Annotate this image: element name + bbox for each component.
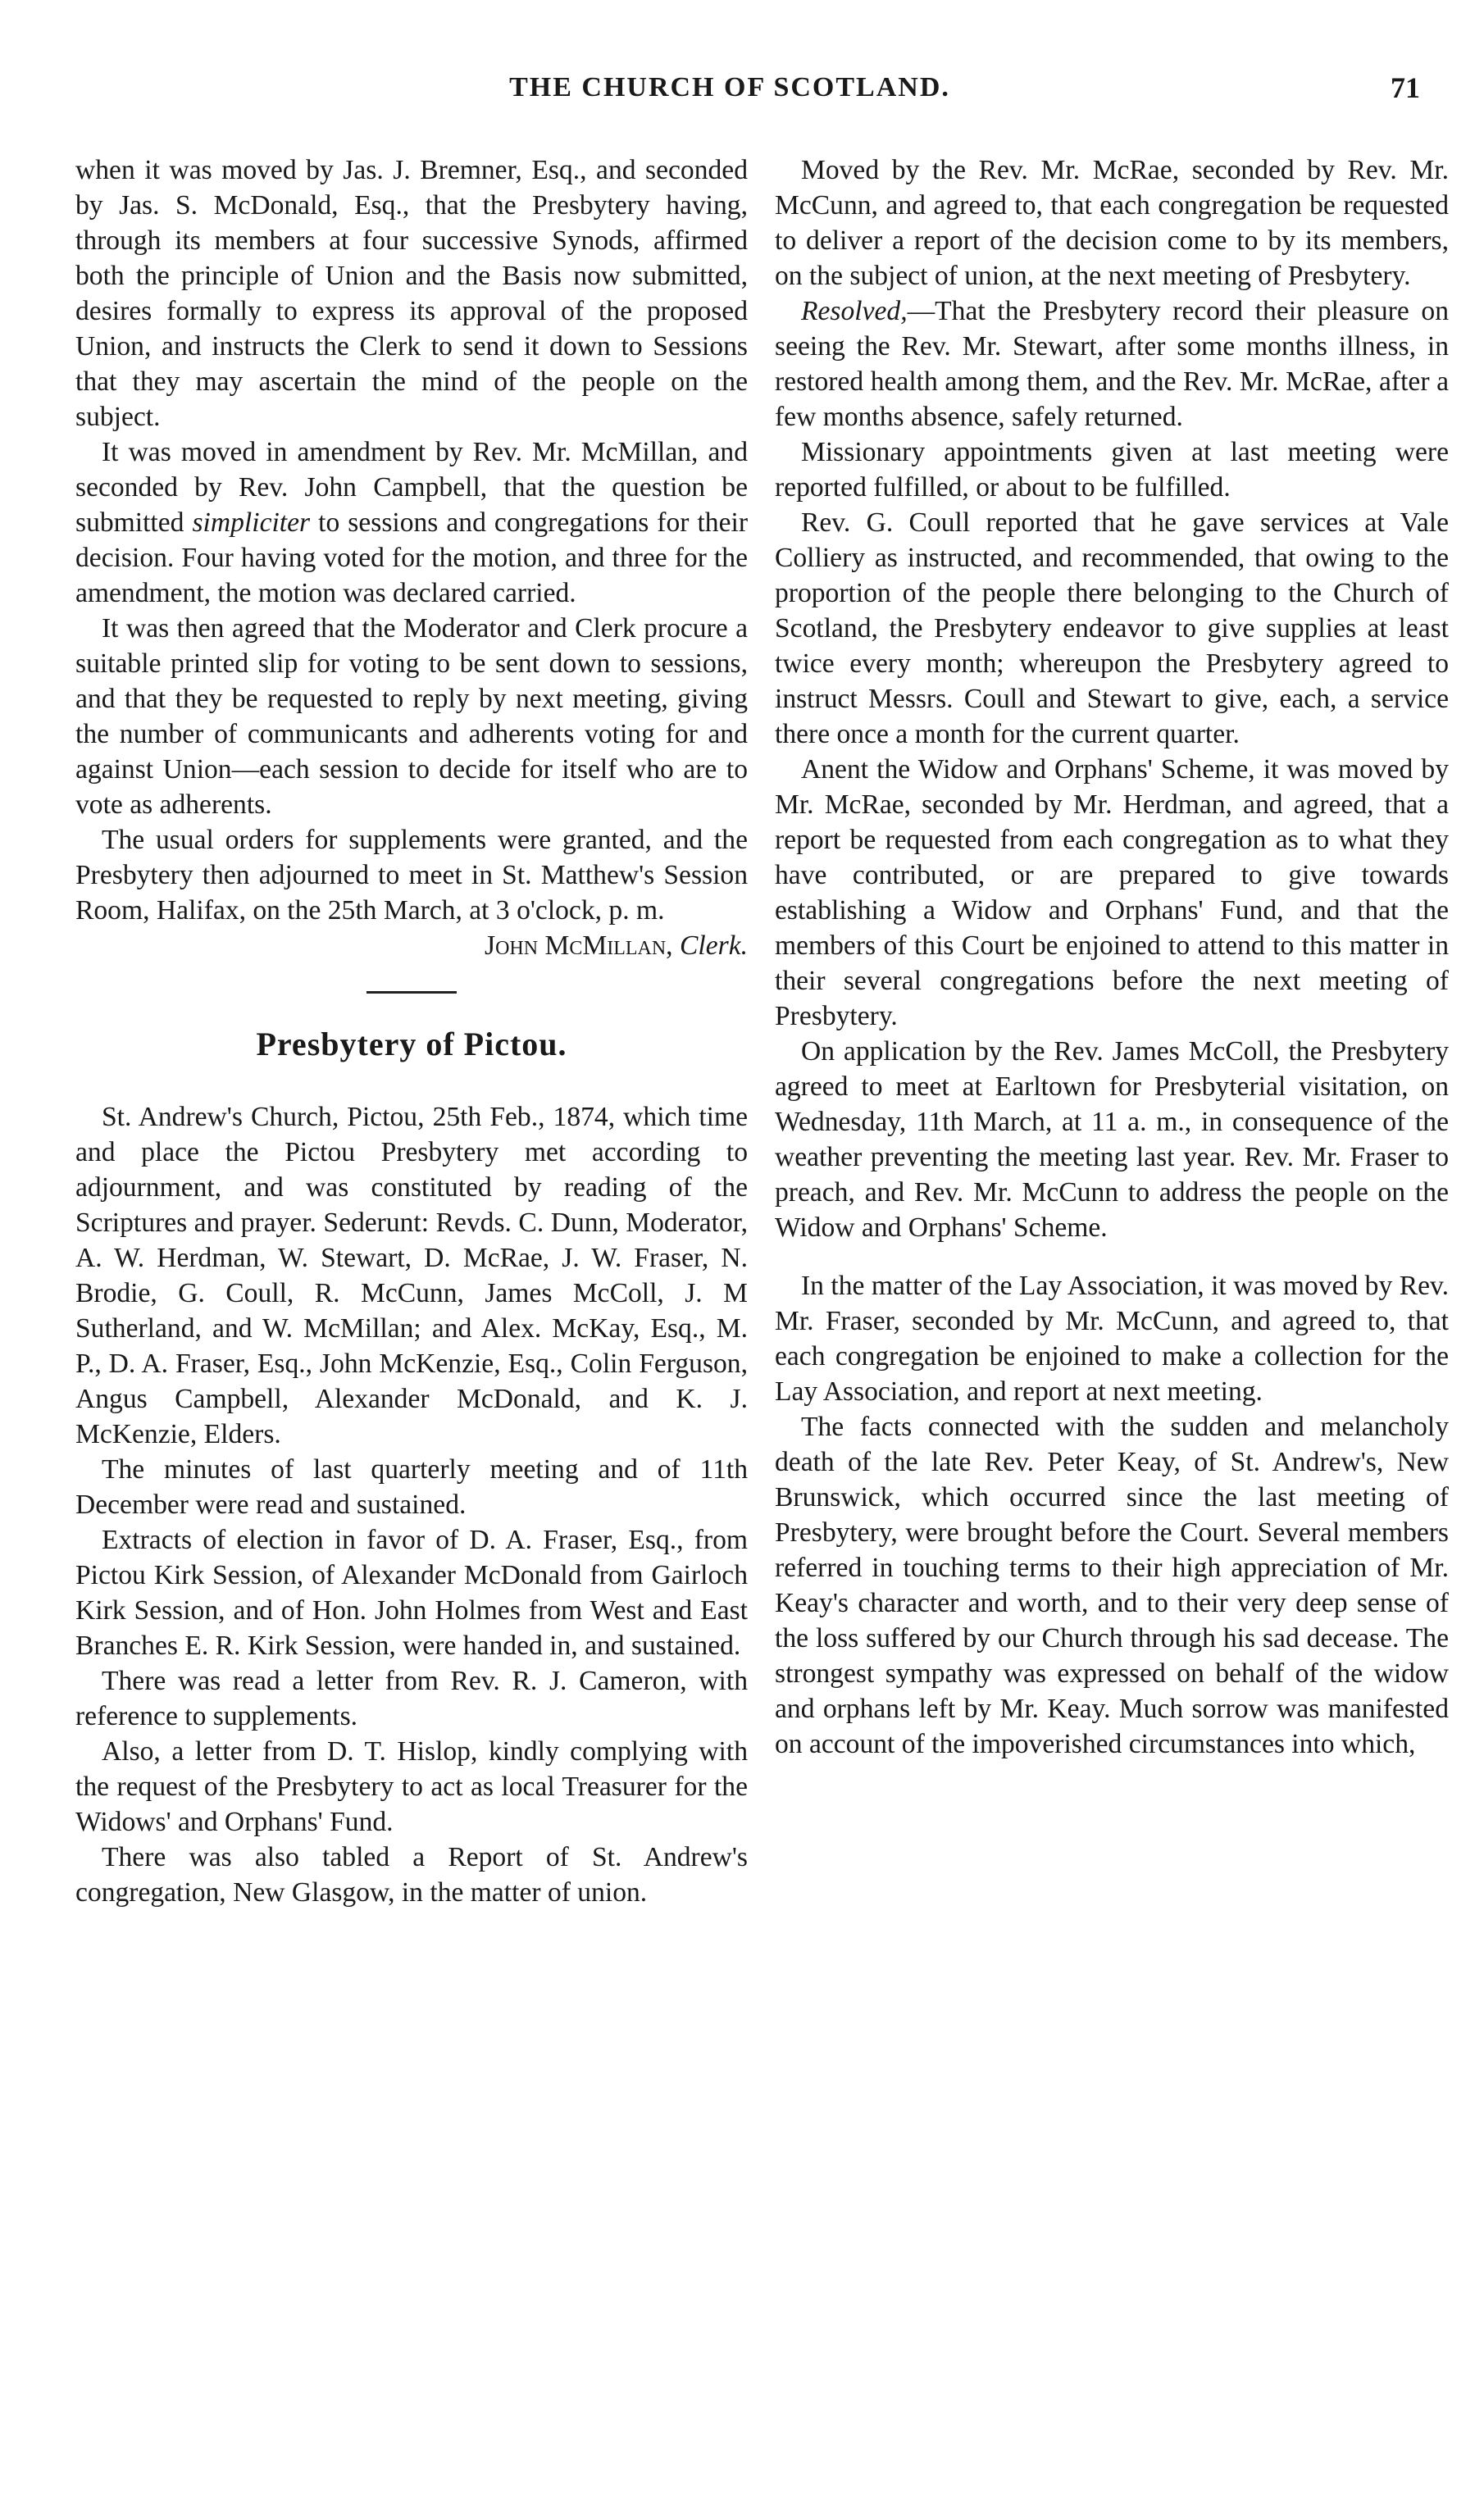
paragraph-text: It was moved in amendment by Rev. Mr. McMillan, and seconded by Rev. John Campbell, that the question be submitted	[75, 437, 748, 538]
left-column	[75, 152, 748, 1910]
running-title: THE CHURCH OF SCOTLAND.	[509, 72, 950, 102]
paragraph: On application by the Rev. James McColl, the Presbytery agreed to meet at Earltown for Presbyterial visitation, on Wednesday, 11th March, at 11 a. m., in consequence of the weather preventing the meeting last year. Rev. Mr. Fraser to preach, and Rev. Mr. McCunn to address the people on the Widow and Orphans' Scheme.	[775, 1036, 1449, 1243]
italic-term: simpliciter	[192, 507, 311, 538]
paragraph: when it was moved by Jas. J. Bremner, Esq., and seconded by Jas. S. McDonald, Esq., that the Presbytery having, through its members at four successive Synods, affirmed both the principle of Union and the Basis now submitted, desires formally to express its approval of the proposed Union, and instructs the Clerk to send it down to Sessions that they may ascertain the mind of the people on the subject.	[75, 155, 748, 432]
paragraph: Anent the Widow and Orphans' Scheme, it was moved by Mr. McRae, seconded by Mr. Herdman, and agreed, that a report be requested from each congregation as to what they have contributed, or are prepared to give towards establishing a Widow and Orphans' Fund, and that the members of this Court be enjoined to attend to this matter in their several congregations before the next meeting of Presbytery.	[775, 754, 1449, 1031]
paragraph	[75, 434, 748, 611]
paragraph-text: to sessions and congregations for their decision. Four having voted for the motion, and three for the amendment, the motion was declared carried.	[75, 507, 748, 608]
paragraph: The minutes of last quarterly meeting and of 11th December were read and sustained.	[75, 1454, 748, 1520]
paragraph: Moved by the Rev. Mr. McRae, seconded by Rev. Mr. McCunn, and agreed to, that each congregation be requested to deliver a report of the decision come to by its members, on the subject of union, at the next meeting of Presbytery.	[775, 155, 1449, 291]
section-heading: Presbytery of Pictou.	[256, 1026, 567, 1062]
paragraph: The facts connected with the sudden and melancholy death of the late Rev. Peter Keay, of St. Andrew's, New Brunswick, which occurred since the last meeting of Presbytery, were brought before the Court. Several members referred in touching terms to their high appreciation of Mr. Keay's character and worth, and to their very deep sense of the loss suffered by our Church through his sad decease. The strongest sympathy was expressed on behalf of the widow and orphans left by Mr. Keay. Much sorrow was manifested on account of the impoverished circumstances into which,	[775, 1412, 1449, 1759]
section-divider	[366, 991, 457, 994]
paragraph: Rev. G. Coull reported that he gave services at Vale Colliery as instructed, and recommended, that owing to the proportion of the people there belonging to the Church of Scotland, the Presbytery endeavor to give supplies at least twice every month; whereupon the Presbytery agreed to instruct Messrs. Coull and Stewart to give, each, a service there once a month for the current quarter.	[775, 507, 1449, 749]
paragraph: Missionary appointments given at last meeting were reported fulfilled, or about to be fulfilled.	[775, 437, 1449, 503]
clerk-signature	[75, 928, 748, 963]
paragraph	[775, 293, 1449, 434]
paragraph: There was read a letter from Rev. R. J. Cameron, with reference to supplements.	[75, 1666, 748, 1731]
italic-term: Resolved,	[801, 296, 908, 326]
paragraph: The usual orders for supplements were granted, and the Presbytery then adjourned to meet in St. Matthew's Session Room, Halifax, on the 25th March, at 3 o'clock, p. m.	[75, 825, 748, 926]
page-number: 71	[1391, 71, 1420, 104]
paragraph: There was also tabled a Report of St. Andrew's congregation, New Glasgow, in the matter of union.	[75, 1842, 748, 1908]
paragraph: It was then agreed that the Moderator and Clerk procure a suitable printed slip for voting to be sent down to sessions, and that they be requested to reply by next meeting, giving the number of communicants and adherents voting for and against Union—each session to decide for itself who are to vote as adherents.	[75, 613, 748, 820]
paragraph: Also, a letter from D. T. Hislop, kindly complying with the request of the Presbytery to act as local Treasurer for the Widows' and Orphans' Fund.	[75, 1736, 748, 1837]
right-column	[775, 152, 1449, 1762]
paragraph: In the matter of the Lay Association, it was moved by Rev. Mr. Fraser, seconded by Mr. McCunn, and agreed to, that each congregation be enjoined to make a collection for the Lay Association, and report at next meeting.	[775, 1271, 1449, 1407]
signature-role: Clerk.	[680, 930, 748, 961]
paragraph: Extracts of election in favor of D. A. Fraser, Esq., from Pictou Kirk Session, of Alexander McDonald from Gairloch Kirk Session, and of Hon. John Holmes from West and East Branches E. R. Kirk Session, were handed in, and sustained.	[75, 1525, 748, 1661]
paragraph: St. Andrew's Church, Pictou, 25th Feb., 1874, which time and place the Pictou Presbytery met according to adjournment, and was constituted by reading of the Scriptures and prayer. Sederunt: Revds. C. Dunn, Moderator, A. W. Herdman, W. Stewart, D. McRae, J. W. Fraser, N. Brodie, G. Coull, R. McCunn, James McColl, J. M Sutherland, and W. McMillan; and Alex. McKay, Esq., M. P., D. A. Fraser, Esq., John McKenzie, Esq., Colin Ferguson, Angus Campbell, Alexander McDonald, and K. J. McKenzie, Elders.	[75, 1102, 748, 1449]
signature-name: John McMillan,	[485, 930, 673, 961]
paragraph-text: —That the Presbytery record their pleasure on seeing the Rev. Mr. Stewart, after some months illness, in restored health among them, and the Rev. Mr. McRae, after a few months absence, safely returned.	[775, 296, 1449, 432]
